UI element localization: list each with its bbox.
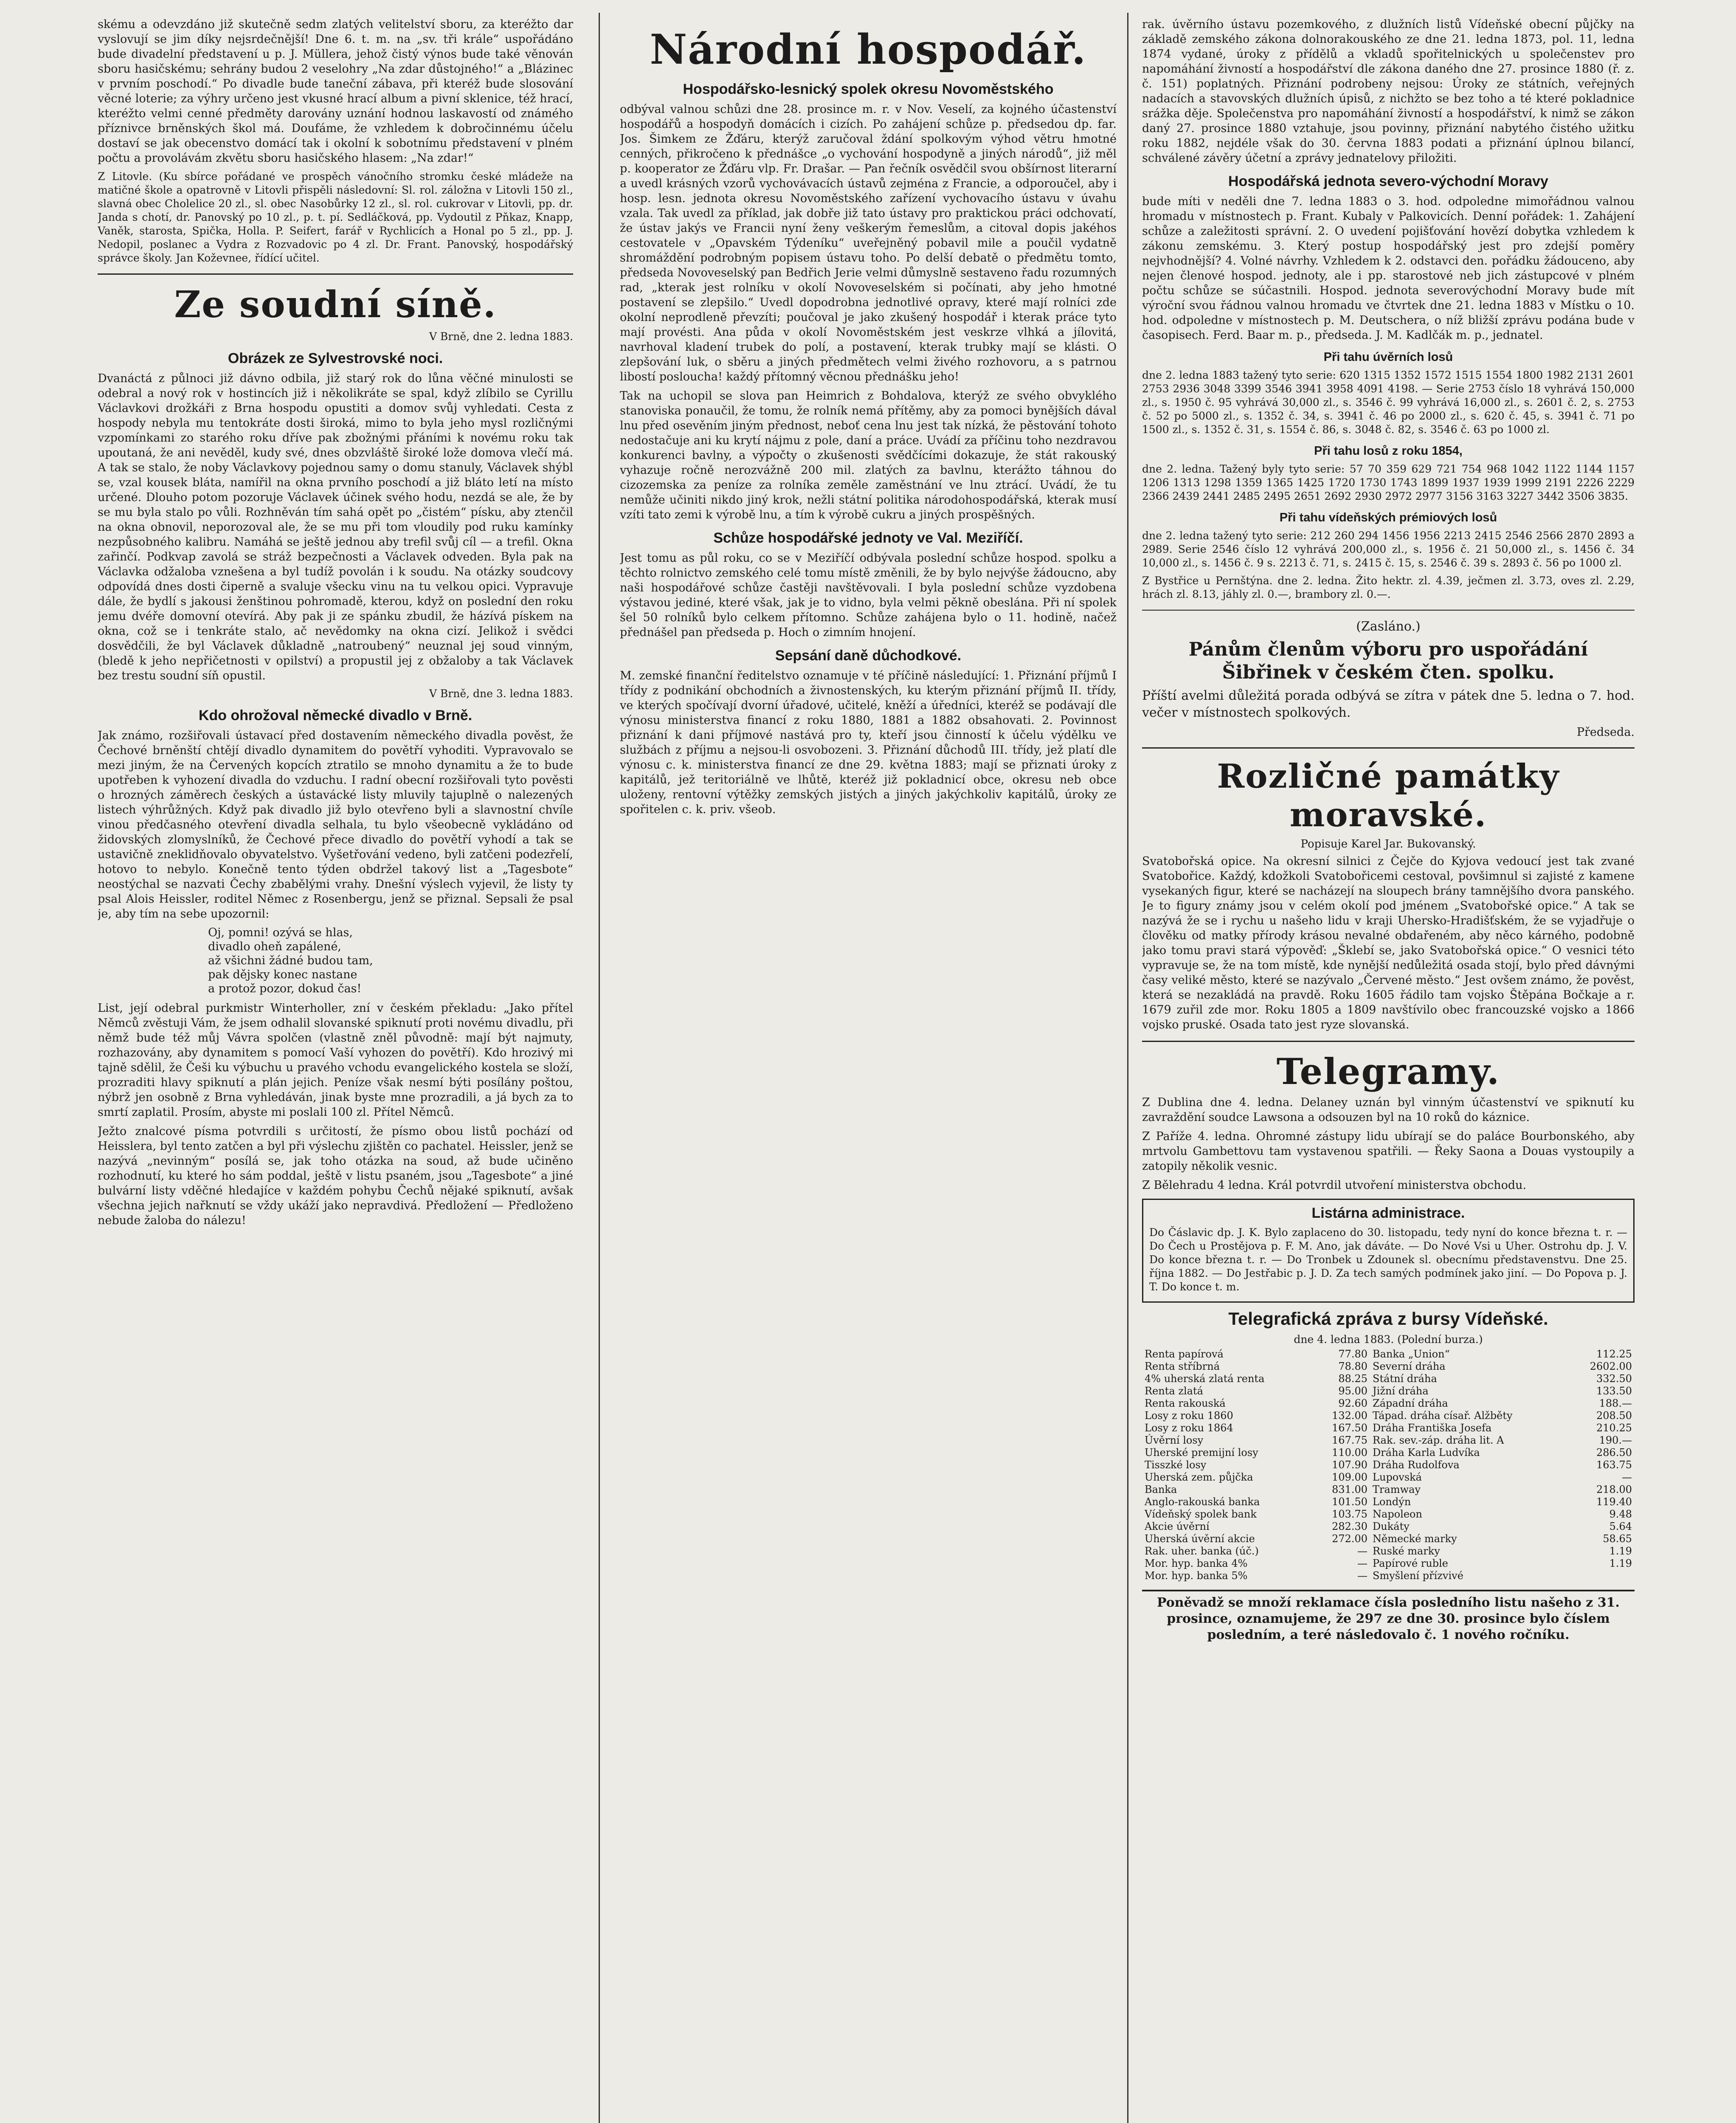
article-text: Dvanáctá z půlnoci již dávno odbila, již starý rok do lůna věčné minulosti se odebral a nový rok v hostincích již i několikráte se spal, když zlíbilo se Cyrillu Václavkovi drožkáři z Brna hospodu opustiti a domov svůj vyhledati. Cesta z hospody nebyla mu tentokráte dosti široká, mimo to byla jeho mysl rozličnými vzpomínkami zo starého roku dříve pak zbožnými přáními k novému roku tak upoutaná, že ani nevěděl, kudy své, dnes obzvláště široké lože domova vlečí má. A tak se stalo, že noby Václavkovy pojednou samy o domu stanuly, Václavek shýbl se, vzal kousek bláta, namířil na okna prvního poschodí a již bláto letí na místo určené. Dlouho potom pozoruje Václavek účinek svého hodu, nezdá se ale, že by se mu byla stalo po vůli. Rozhněván tím sahá opět po „čistém“ písku, aby ztenčil na okna obnovil, neporozoval ale, že se mu při tom vloudily pod ruku kamínky nezpůsobného kalibru. Namáhá se ještě jednou aby trefil svůj cíl — a trefil. Okna zařinčí. Podkvap zavolá se stráž bezpečnosti a Václavek odveden. Byla pak na Václavka odžaloba vznešena a byl tudíž povolán i k soudu. Na otázky soudcovy odpovídá dnes dosti čiperně a svaluje všecku vinu na tu velkou opici. Vypravuje dále, že bydlí s jakousi ženštinou pohromadě, kterou, když on poslední den roku jemu dvéře domovní otevírá. Aby pak ji ze spánku zbudil, že házívá pískem na okna, což se i tenkráte stalo, ač nevědomky na okna cizí. Jelikož i svědci dosvědčili, že byl Václavek důkladně „natroubený“ neuznal jej soud vinným, (bledě k jeho nepřičetnosti v opilství) a propustil jej z obžaloby a tak Václavek bez trestu soudní síň opustil. [98,372,573,682]
rate-name: Jižní dráha [1373,1385,1429,1397]
table-row [1142,1360,1635,1373]
article-text: Z Bystřice u Pernštýna. dne 2. ledna. Žito hektr. zl. 4.39, ječmen zl. 3.73, oves zl. 2.29, hrách zl. 8.13, jáhly zl. 0.—, brambory zl. 0.—. [1142,574,1635,600]
article-heading: Při tahu vídeňských prémiových losů [1279,511,1497,524]
table-row [1142,1348,1635,1360]
article-text: M. zemské finanční ředitelstvo oznamuje v té příčině následující: 1. Přiznání příjmů I třídy z podnikání obchodních a živnostenských, ku kterým přiznání příjmů II. třídy, ve kterých spočívají dvorní úřadové, učitelé, kněží a úředníci, kteréž se podávají dle výnosu ministerstva financí z roku 1880, 1881 a 1882 obsahovati. 2. Povinnost přiznání k dani příjmové nastává pro ty, kteří jsou činností k účelu výdělku ve službách z příjmu a nejsou-li osvobozeni. 3. Přiznání důchodů III. třídy, jež platí dle výnosu c. k. ministerstva financí ze dne 29. května 1883; mají se přiznati úroky z kapitálů, jež teritoriálně ve lhůtě, kteréž již pokladnicí obce, okresu neb obce uloženy, rentovní výtěžky zemských jistých a jiných jakýchkoliv kapitálů, úroky ze spořitelen c. k. priv. všeob. [620,669,1117,816]
article-heading: Hospodářsko-lesnický spolek okresu Novoměstského [683,81,1054,97]
rate-value: 163.75 [1596,1459,1632,1471]
rate-value: — [1357,1557,1368,1569]
rate-value: 132.00 [1332,1410,1368,1422]
poem-line: až všichni žádné budou tam, [208,954,373,967]
listarna-box [1142,1199,1635,1303]
article-text: rak. úvěrního ústavu pozemkového, z dlužních listů Vídeňské obecní půjčky na základě zemského zákona dolnorakouského ze dne 21. ledna 1873, pol. 11, ledna 1874 vydané, úroky z přídělů a vkladů spořitelnických u společenstev pro napomáhání živností a hospodářství dle zákona daného dne 27. prosince 1880 (ř. z. č. 151) poplatných. Přiznání podrobeny nejsou: Úroky ze státních, veřejných nadacích a stavovských dlužních úpisů, z nichžto se bez toho a té které pokladnice srážka děje. Společenstva pro napomáhání živností a hospodářství, k nimž se zákon daný 27. prosince 1880 vztahuje, jsou povinny, přiznání nabytého čistého užitku roku 1882, nejdéle však do 30. června 1883 podati a přiznání úplnou bilancí, schválené závěry účetní a zprávy jednatelovy přiložiti. [1142,18,1635,165]
rate-value: 77.80 [1338,1348,1368,1360]
rate-name: Dráha Františka Josefa [1373,1422,1492,1434]
table-row [1142,1397,1635,1410]
rate-value: 208.50 [1596,1410,1632,1422]
rate-name: Dukáty [1373,1520,1410,1532]
rate-name: Renta zlatá [1145,1385,1203,1397]
rate-value: 95.00 [1338,1385,1368,1397]
table-row [1142,1422,1635,1434]
rate-name: Smyšlení přízvivé [1373,1570,1463,1582]
rate-name: Renta stříbrná [1145,1360,1220,1372]
table-row [1142,1385,1635,1397]
rate-name: Napoleon [1373,1508,1422,1520]
rate-name: Rak. uher. banka (úč.) [1145,1545,1259,1557]
column-1 [98,17,573,2123]
rate-name: Německé marky [1373,1533,1457,1545]
rate-value: 92.60 [1338,1397,1368,1409]
rate-name: Losy z roku 1860 [1145,1410,1233,1422]
rate-name: Severní dráha [1373,1360,1446,1372]
rate-value: 286.50 [1596,1447,1632,1459]
poem [98,926,573,996]
rate-name: Banka [1145,1484,1177,1495]
article-text: dne 2. ledna. Tažený byly tyto serie: 57 70 359 629 721 754 968 1042 1122 1144 1157 1206 1313 1298 1359 1365 1425 1720 1730 1743 1899 1937 1939 1999 2191 2226 2229 2366 2439 2441 2485 2495 2651 2692 2930 2972 2977 3156 3163 3227 3442 3506 3835. [1142,463,1635,502]
table-row [1142,1471,1635,1484]
rate-name: Lupovská [1373,1471,1422,1483]
article-text: List, její odebral purkmistr Winterholler, zní v českém překladu: „Jako přítel Němců zvěstuji Vám, že jsem odhalil slovanské spiknutí proti novému divadlu, při němž bude též můj Vávra spolčen (vlastně zněl původně: mají být najmuty, rozhazovány, aby dynamitem s pomocí Vaší vyhozen do povětří). Kdo hrozivý mi tajně sdělil, že Češi ku výbuchu u pravého vchodu evangelického kostela se složí, prozraditi hlavy spiknutí a plán jejich. Peníze však nesmí býti posílány poštou, nýbrž jen osobně z Brna vyhledáván, jinak byste mne prozradili, a já bych za to smrtí zaplatil. Prosím, abyste mi poslali 100 zl. Přítel Němců. [98,1002,573,1119]
table-row [1142,1520,1635,1533]
rate-value: 103.75 [1332,1508,1368,1520]
rate-value: — [1357,1570,1368,1582]
section-title: Rozličné památky moravské. [1217,757,1560,834]
table-row [1142,1459,1635,1471]
rate-value: 2602.00 [1590,1360,1632,1372]
rate-value: 107.90 [1332,1459,1368,1471]
rate-name: Anglo-rakouská banka [1145,1496,1260,1508]
rate-value: 210.25 [1596,1422,1632,1434]
rate-name: Tápad. dráha císař. Alžběty [1373,1410,1513,1422]
article-text: Z Litovle. (Ku sbírce pořádané ve prospěch vánočního stromku české mládeže na matičné škole a opatrovně v Litovli přispěli následovní: Sl. rol. záložna v Litovli 150 zl., slavná obec Cholelice 20 zl., sl. obec Nasobůrky 12 zl., sl. rol. cukrovar v Litovli, pp. dr. Janda s chotí, dr. Panovský po 10 zl., p. t. pí. Sedláčková, pp. Vydoutil z Pňkaz, Knapp, Vaněk, starosta, Spička, Holla. P. Seifert, farář v Rychlicích a Honal po 5 zl., pp. J. Nedopil, poslanec a Vydra z Rozvadovic po 4 zl. Dr. Frant. Panovský, hospodářský správce školy. Jan Koževnee, řídící učitel. [98,170,573,264]
rate-name: Banka „Union“ [1373,1348,1450,1360]
article-heading: Schůze hospodářské jednoty ve Val. Meziříčí. [713,530,1023,546]
article-text: Svatobořská opice. Na okresní silnici z Čejče do Kyjova vedoucí jest tak zvané Svatobořice. Každý, kdožkoli Svatobořicemi cestoval, povšimnul si zajisté z kamene vysekaných figur, které se nacházejí na sloupech brány tamnějšího dvora panského. Je to figury známy jsou v celém okolí pod jménem „Svatobořské opice.“ A tak se nazývá že se i rychu u našeho lidu v kraji Uhersko-Hradišťském, že se vyjadřuje o člověku od matky přírody krásou nevalné obdařeném, aby něco kárného, podobně jako tomu pravi stará výpověď: „Šklebí se, jako Svatobořská opice.“ O vesnici této vypravuje se, že na tom místě, kde nynější nedůležitá osada stojí, bylo před dávnými časy veliké město, které se nazývalo „Červené město.“ Jest ovšem známo, že pověst, která se nezakládá na pravdě. Roku 1605 řádilo tam vojsko Štěpána Bočkaje a r. 1679 zuřil zde mor. Roku 1805 a 1809 navštívilo obec francouzské vojsko a 1866 vojsko pruské. Osada tato jest ryze slovanská. [1142,855,1635,1031]
section-title: Ze soudní síně. [174,283,497,326]
poem-line: a protož pozor, dokud čas! [208,982,362,995]
rate-name: Renta rakouská [1145,1397,1226,1409]
telegram-text: Z Paříže 4. ledna. Ohromné zástupy lidu ubírají se do paláce Bourbonského, aby mrtvolu Gambettovu tam vystavenou spatřili. — Řeky Saona a Douas vystoupily a zatopily několik vesnic. [1142,1130,1635,1173]
rate-value: 167.50 [1332,1422,1368,1434]
rate-name: Uherská úvěrní akcie [1145,1533,1255,1545]
rate-value: 1.19 [1609,1557,1632,1569]
rate-value: 190.— [1599,1434,1632,1446]
divider [1142,1041,1635,1042]
column-rule [1127,13,1128,2123]
rate-value: 218.00 [1596,1484,1632,1495]
rate-value: 9.48 [1609,1508,1632,1520]
telegram-text: Z Dublina dne 4. ledna. Delaney uznán byl vinným účastenství ve spiknutí ku zavraždění soudce Lawsona a odsouzen byl na 10 roků do káznice. [1142,1096,1635,1124]
bottom-notice: Poněvadž se množí reklamace čísla posledního listu našeho z 31. prosince, oznamujeme, že 297 ze dne 30. prosince bylo číslem posledním, a teré následovalo č. 1 nového ročníku. [1142,1590,1635,1643]
rate-name: Dráha Rudolfova [1373,1459,1460,1471]
rate-value: 78.80 [1338,1360,1368,1372]
table-row [1142,1570,1635,1582]
rate-name: Losy z roku 1864 [1145,1422,1233,1434]
dateline: V Brně, dne 2. ledna 1883. [429,330,573,343]
table-row [1142,1496,1635,1508]
rate-value: 831.00 [1332,1484,1368,1495]
article-heading: Obrázek ze Sylvestrovské noci. [228,350,443,366]
article-text: odbýval valnou schůzi dne 28. prosince m. r. v Nov. Veselí, za kojného účastenství hospodářů a hospodyň domácích i cizích. Po zahájení schůze p. předsedou dp. far. Jos. Šimkem ze Žďáru, kterýž zaručoval ždání spolkovým výhod větru hmotné cenných, přikročeno k přednášce „o vychování hospodyně a jiných národů“, již měl p. kooperator ze Žďáru vlp. Fr. Drašar. — Pan řečník osvědčil svou obšírnost literarní a uvedl krásných vzorů vychovávacích ústavů zejména z Francie, a odporoučel, aby i hosp. lesn. jednota okresu Novoměstského zařízení vychovacího ústavu v úvahu vzala. Tak uvedl za příklad, jak dobře již tato ústavy pro praktickou práci odchovatí, že ústav jakýs ve Francii nyní ženy veškerým řemeslům, a citoval dopis jakéhos cestovatele v „Opavském Týdeníku“ uveřejněný pobavil mile a poučil vydatně shromáždění podrobným popisem ústavu toho. Po delší debatě o předmětu tomto, předseda Novoveselský pan Bedřich Jerie velmi důmyslně sestaveno řadu rozumných rad, „kterak jest rolníku v okolí Novoveselském si počínati, aby jeho hmotné postavení se zlepšilo.“ Uvedl dopodrobna jednotlivé opravy, které mají rolníci zde okolní neprodleně převzíti; poučoval je jako zkušený hospodář i kterak práce tyto mají provésti. Ana půda v okolí Novoměstském jest veskrze vlhká a jílovitá, navrhoval kladení trubek do polí, a postavení, kterak trubky mají se klásti. O zlepšování luk, o sběru a jiných předmětech velmi živého rozhovoru, a s patrnou libostí posloucha! každý přítomný věcnou přednášku jeho! [620,103,1117,383]
article-text: dne 2. ledna tažený tyto serie: 212 260 294 1456 1956 2213 2415 2546 2566 2870 2893 a 2989. Serie 2546 číslo 12 vyhrává 200,000 zl., s. 1956 č. 21 50,000 zl., s. 1456 č. 34 10,000 zl., s. 1456 č. 9 s. 2213 č. 71, s. 2415 č. 15, s. 2546 č. 39 s. 2893 č. 56 po 1000 zl. [1142,529,1635,569]
rate-value: 88.25 [1338,1373,1368,1385]
rate-name: Vídeňský spolek bank [1145,1508,1257,1520]
table-row [1142,1434,1635,1447]
table-row [1142,1484,1635,1496]
author-byline: Popisuje Karel Jar. Bukovanský. [1300,838,1476,850]
table-row [1142,1557,1635,1570]
telegram-text: Z Bělehradu 4 ledna. Král potvrdil utvoření ministerstva obchodu. [1142,1179,1527,1192]
rate-name: Akcie úvěrní [1145,1520,1210,1532]
rate-name: Mor. hyp. banka 4% [1145,1557,1248,1569]
rate-name: Západní dráha [1373,1397,1448,1409]
table-row [1142,1533,1635,1545]
rate-name: Rak. sev.-záp. dráha lit. A [1373,1434,1504,1446]
rate-value: 109.00 [1332,1471,1368,1483]
rate-value: 110.00 [1332,1447,1368,1459]
rate-name: Papírové ruble [1373,1557,1448,1569]
rate-name: 4% uherská zlatá renta [1145,1373,1265,1385]
rate-value: 167.75 [1332,1434,1368,1446]
rate-name: Státní dráha [1373,1373,1437,1385]
poem-line: divadlo oheň zapálené, [208,940,341,953]
rate-name: Tramway [1373,1484,1421,1495]
rate-name: Úvěrní losy [1145,1434,1204,1446]
poem-line: Oj, pomni! ozývá se hlas, [208,926,353,939]
signature: Předseda. [1576,726,1635,739]
rate-value: 282.30 [1332,1520,1368,1532]
rate-value: 112.25 [1596,1348,1632,1360]
bursa-heading: Telegrafická zpráva z bursy Vídeňské. [1228,1309,1548,1329]
table-row [1142,1545,1635,1557]
article-heading: Při tahu losů z roku 1854, [1314,444,1463,458]
article-text: bude míti v neděli dne 7. ledna 1883 o 3. hod. odpoledne mimořádnou valnou hromadu v místnostech p. Frant. Kubaly v Palkovicích. Denní pořádek: 1. Zahájení schůze a zaležitosti správní. 2. O uvedení pojišťování hovězí dobytka vzhledem k zákonu zemskému. 3. Který postup hospodářský jest pro zdejší poměry nejvhodnější? 4. Volné návrhy. Vzhledem k 2. odstavci den. pořádku žádouceno, aby nejen členové hospod. jednoty, ale i pp. starostové neb jich zástupcové v plném počtu schůze se súčastnili. Hospod. jednota severovýchodní Moravy bude mít výroční svou řádnou valnou hromadu ve čtvrtek dne 21. ledna 1883 v Místku o 10. hod. odpoledne v místnostech p. M. Deutschera, o níž bližší zprávu podána bude v časopisech. Ferd. Baar m. p., předseda. J. M. Kadlčák m. p., jednatel. [1142,195,1635,342]
notice-heading: Pánům členům výboru pro uspořádání Šibřinek v českém čten. spolku. [1188,639,1588,683]
bursa-date: dne 4. ledna 1883. (Polední burza.) [1294,1333,1483,1346]
section-title: Telegramy. [1276,1050,1500,1092]
rate-value: — [1622,1471,1632,1483]
column-2 [620,17,1117,2123]
rate-value: — [1357,1545,1368,1557]
article-heading: Při tahu úvěrních losů [1323,350,1453,364]
rate-name: Renta papírová [1145,1348,1224,1360]
rate-name: Ruské marky [1373,1545,1440,1557]
article-heading: Kdo ohrožoval německé divadlo v Brně. [198,707,473,724]
rate-name: Uherská zem. půjčka [1145,1471,1253,1483]
table-row [1142,1447,1635,1459]
rate-value: 133.50 [1596,1385,1632,1397]
article-text: Jest tomu as půl roku, co se v Meziříčí odbývala poslední schůze hospod. spolku a těchto rolnictvo zemského celé tomu místě změnili, že by bylo nejvýše žádoucno, aby naši hospodářové schůze častěji navštěvovali. I byla poslední schůze vyzdobena výstavou jediné, které však, jak je to vidno, byla velmi pěkně obeslána. Při ní spolek šel 50 rolníků bylo celkem přítomno. Schůze zahájena bylo o 11. hodině, načež přednášel pan předseda p. Hoch o zimním hnojení. [620,552,1117,639]
divider [1142,610,1635,611]
article-text: dne 2. ledna 1883 tažený tyto serie: 620 1315 1352 1572 1515 1554 1800 1982 2131 2601 2753 2936 3048 3399 3546 3941 3958 4091 4198. — Serie 2753 číslo 18 vyhrává 150,000 zl., s. 1950 č. 95 vyhrává 30,000 zl., s. 3546 č. 99 vyhrává 16,000 zl., s. 2601 č. 2, s. 2753 č. 52 po 5000 zl., s. 1352 č. 34, s. 3941 č. 46 po 2000 zl., s. 620 č. 45, s. 3941 č. 71 po 1500 zl., s. 1352 č. 31, s. 1554 č. 86, s. 3048 č. 82, s. 3546 č. 63 po 1000 zl. [1142,369,1635,436]
divider [98,273,573,275]
column-3 [1142,17,1635,2123]
table-row [1142,1410,1635,1422]
bursa-table [1142,1348,1635,1582]
table-row [1142,1373,1635,1385]
rate-name: Londýn [1373,1496,1411,1508]
zaslano-label: (Zasláno.) [1356,619,1421,634]
section-title: Národní hospodář. [650,25,1087,73]
divider [1142,747,1635,749]
dateline: V Brně, dne 3. ledna 1883. [429,687,573,700]
article-text: Do Čáslavic dp. J. K. Bylo zaplaceno do 30. listopadu, tedy nyní do konce března t. r. — Do Čech u Prostějova p. F. M. Ano, jak dáváte. — Do Nové Vsi u Uher. Ostrohu dp. J. V. Do konce března t. r. — Do Tronbek u Zdounek sl. obecnímu představenstvu. Dne 25. října 1882. — Do Jestřabic p. J. D. Za tech samých podmínek jako jiní. — Do Popova p. J. T. Do konce t. m. [1149,1226,1627,1293]
rate-name: Mor. hyp. banka 5% [1145,1570,1248,1582]
rate-value: 332.50 [1596,1373,1632,1385]
poem-line: pak dějsky konec nastane [208,968,357,981]
column-rule [599,13,600,2123]
rate-value: 101.50 [1332,1496,1368,1508]
article-text: Ježto znalcové písma potvrdili s určitostí, že písmo obou listů pochází od Heisslera, byl tento zatčen a byl při výslechu zjištěn co pachatel. Heissler, jenž se nazývá „nevinným“ posílá se, jak toho otázka na soud, až bude učiněno rozhodnutí, ku které ho sám poddal, ještě v listu psaném, jsou „Tagesbote“ a jiné bulvární listy vděčné hledajíce v každém pohybu Čechů nějaké spiknutí, avšak všechna jejich nařknutí se vždy ukáží jako nepravdivá. Předložení — Předloženo nebude žaloba do nálezu! [98,1125,573,1227]
rate-value: 5.64 [1609,1520,1632,1532]
article-text: skému a odevzdáno již skutečně sedm zlatých velitelství sboru, za kteréžto dar vyslovují se jim díky nejsrdečnější! Dne 6. t. m. na „sv. tři krále“ uspořádáno bude divadelní představení u p. J. Müllera, jehož čistý výnos bude také věnován sboru hasičskému; sehrány budou 2 veselohry „Na zdar důstojného!“ a „Blázinec v prvním poschodí.“ Po divadle bude taneční zábava, při kteréž bude slosování věcné loterie; za výhry určeno jest vkusné hrací album a pivní sklenice, též hrací, kteréžto velmi cenné předměty darovány uznání hodnou laskavostí od známého příznivce brněnských škol má. Doufáme, že vzhledem k dobročinnému účelu dostaví se jak obecenstvo domácí tak i okolní k sobotnímu představení v plném počtu a provolávám zkvětu sboru hasičského hlasem: „Na zdar!“ [98,18,573,165]
table-row [1142,1508,1635,1520]
rate-value: 1.19 [1609,1545,1632,1557]
rate-value: 188.— [1599,1397,1632,1409]
rate-name: Tisszké losy [1145,1459,1207,1471]
rate-value [1570,1570,1635,1582]
rate-value: 272.00 [1332,1533,1368,1545]
article-text: Jak známo, rozšiřovali ústavací před dostavením německého divadla pověst, že Čechové brněnští chtějí divadlo dynamitem do povětří vyhoditi. Vypravovalo se mezi jiným, že na Červených kopcích ztratilo se mnoho dynamitu a že to bude upotřeben k vyhození divadla do vzduchu. I radní obecní rozšiřovali tyto pověsti o hrozných záměrech českých a ústavácké listy mluvily tajuplně o nalezených listech výhrůžných. Když pak divadlo již bylo otevřeno byli a slavnostní chvíle vinou předčasného otevření divadla selhala, tu bylo všeobecně vykládáno od židovských zlomyslníků, že Čechové přece divadlo do povětří vyhodí a tak se ustavičně zneklidňovalo obyvatelstvo. Vyšetřování vedeno, byli zatčeni podezřelí, hotovo to nebylo. Konečně tento týden obdržel takový list a „Tagesbote“ neostýchal se nazvati Čechy zbabělými vrahy. Dnešní výslech vyjevil, že listy ty psal Alois Heissler, roditel Němec z Rosenbergu, jenž se přiznal. Sepsali že psal je, aby tím na sebe upozornil: [98,729,573,921]
article-heading: Hospodářská jednota severo-východní Moravy [1228,173,1548,189]
rate-name: Dráha Karla Ludvíka [1373,1447,1480,1459]
article-text: Tak na uchopil se slova pan Heimrich z Bohdalova, kterýž ze svého obvyklého stanoviska ponaučil, že tomu, že rolník nemá přítěmy, aby za pomoci bynějších dával lnu před osevěním jiným přednost, neboť cena lnu jest tak nízká, že pěstování tohoto nedostačuje ani ku krytí nájmu z pole, daní a práce. Uvádí za příčinu toho nezdravou konkurenci bavlny, a výpočty o zkušenosti svědčícími dokazuje, že stát rakouský vyhazuje ročně nerozvážně 200 mil. zlatých za bavlnu, kterážto táhnou do cizozemska za peníze za rolníka zeměle zaměstnání ve lnu ztrácí. Uvádí, že tu nemůže učiniti nikdo jiný krok, nežli státní politika národohospodářská, kterak musí vzíti tato zemi k výrobě lnu, a tím k výrobě cukru a jiných prospěšných. [620,389,1117,521]
article-heading: Listárna administrace. [1311,1205,1465,1221]
notice-text: Příští avelmi důležitá porada odbývá se zítra v pátek dne 5. ledna o 7. hod. večer v místnostech spolkových. [1142,688,1635,720]
rate-name: Uherské premijní losy [1145,1447,1258,1459]
article-heading: Sepsání daně důchodkové. [775,648,962,664]
rate-value: 119.40 [1596,1496,1632,1508]
rate-value: 58.65 [1603,1533,1632,1545]
